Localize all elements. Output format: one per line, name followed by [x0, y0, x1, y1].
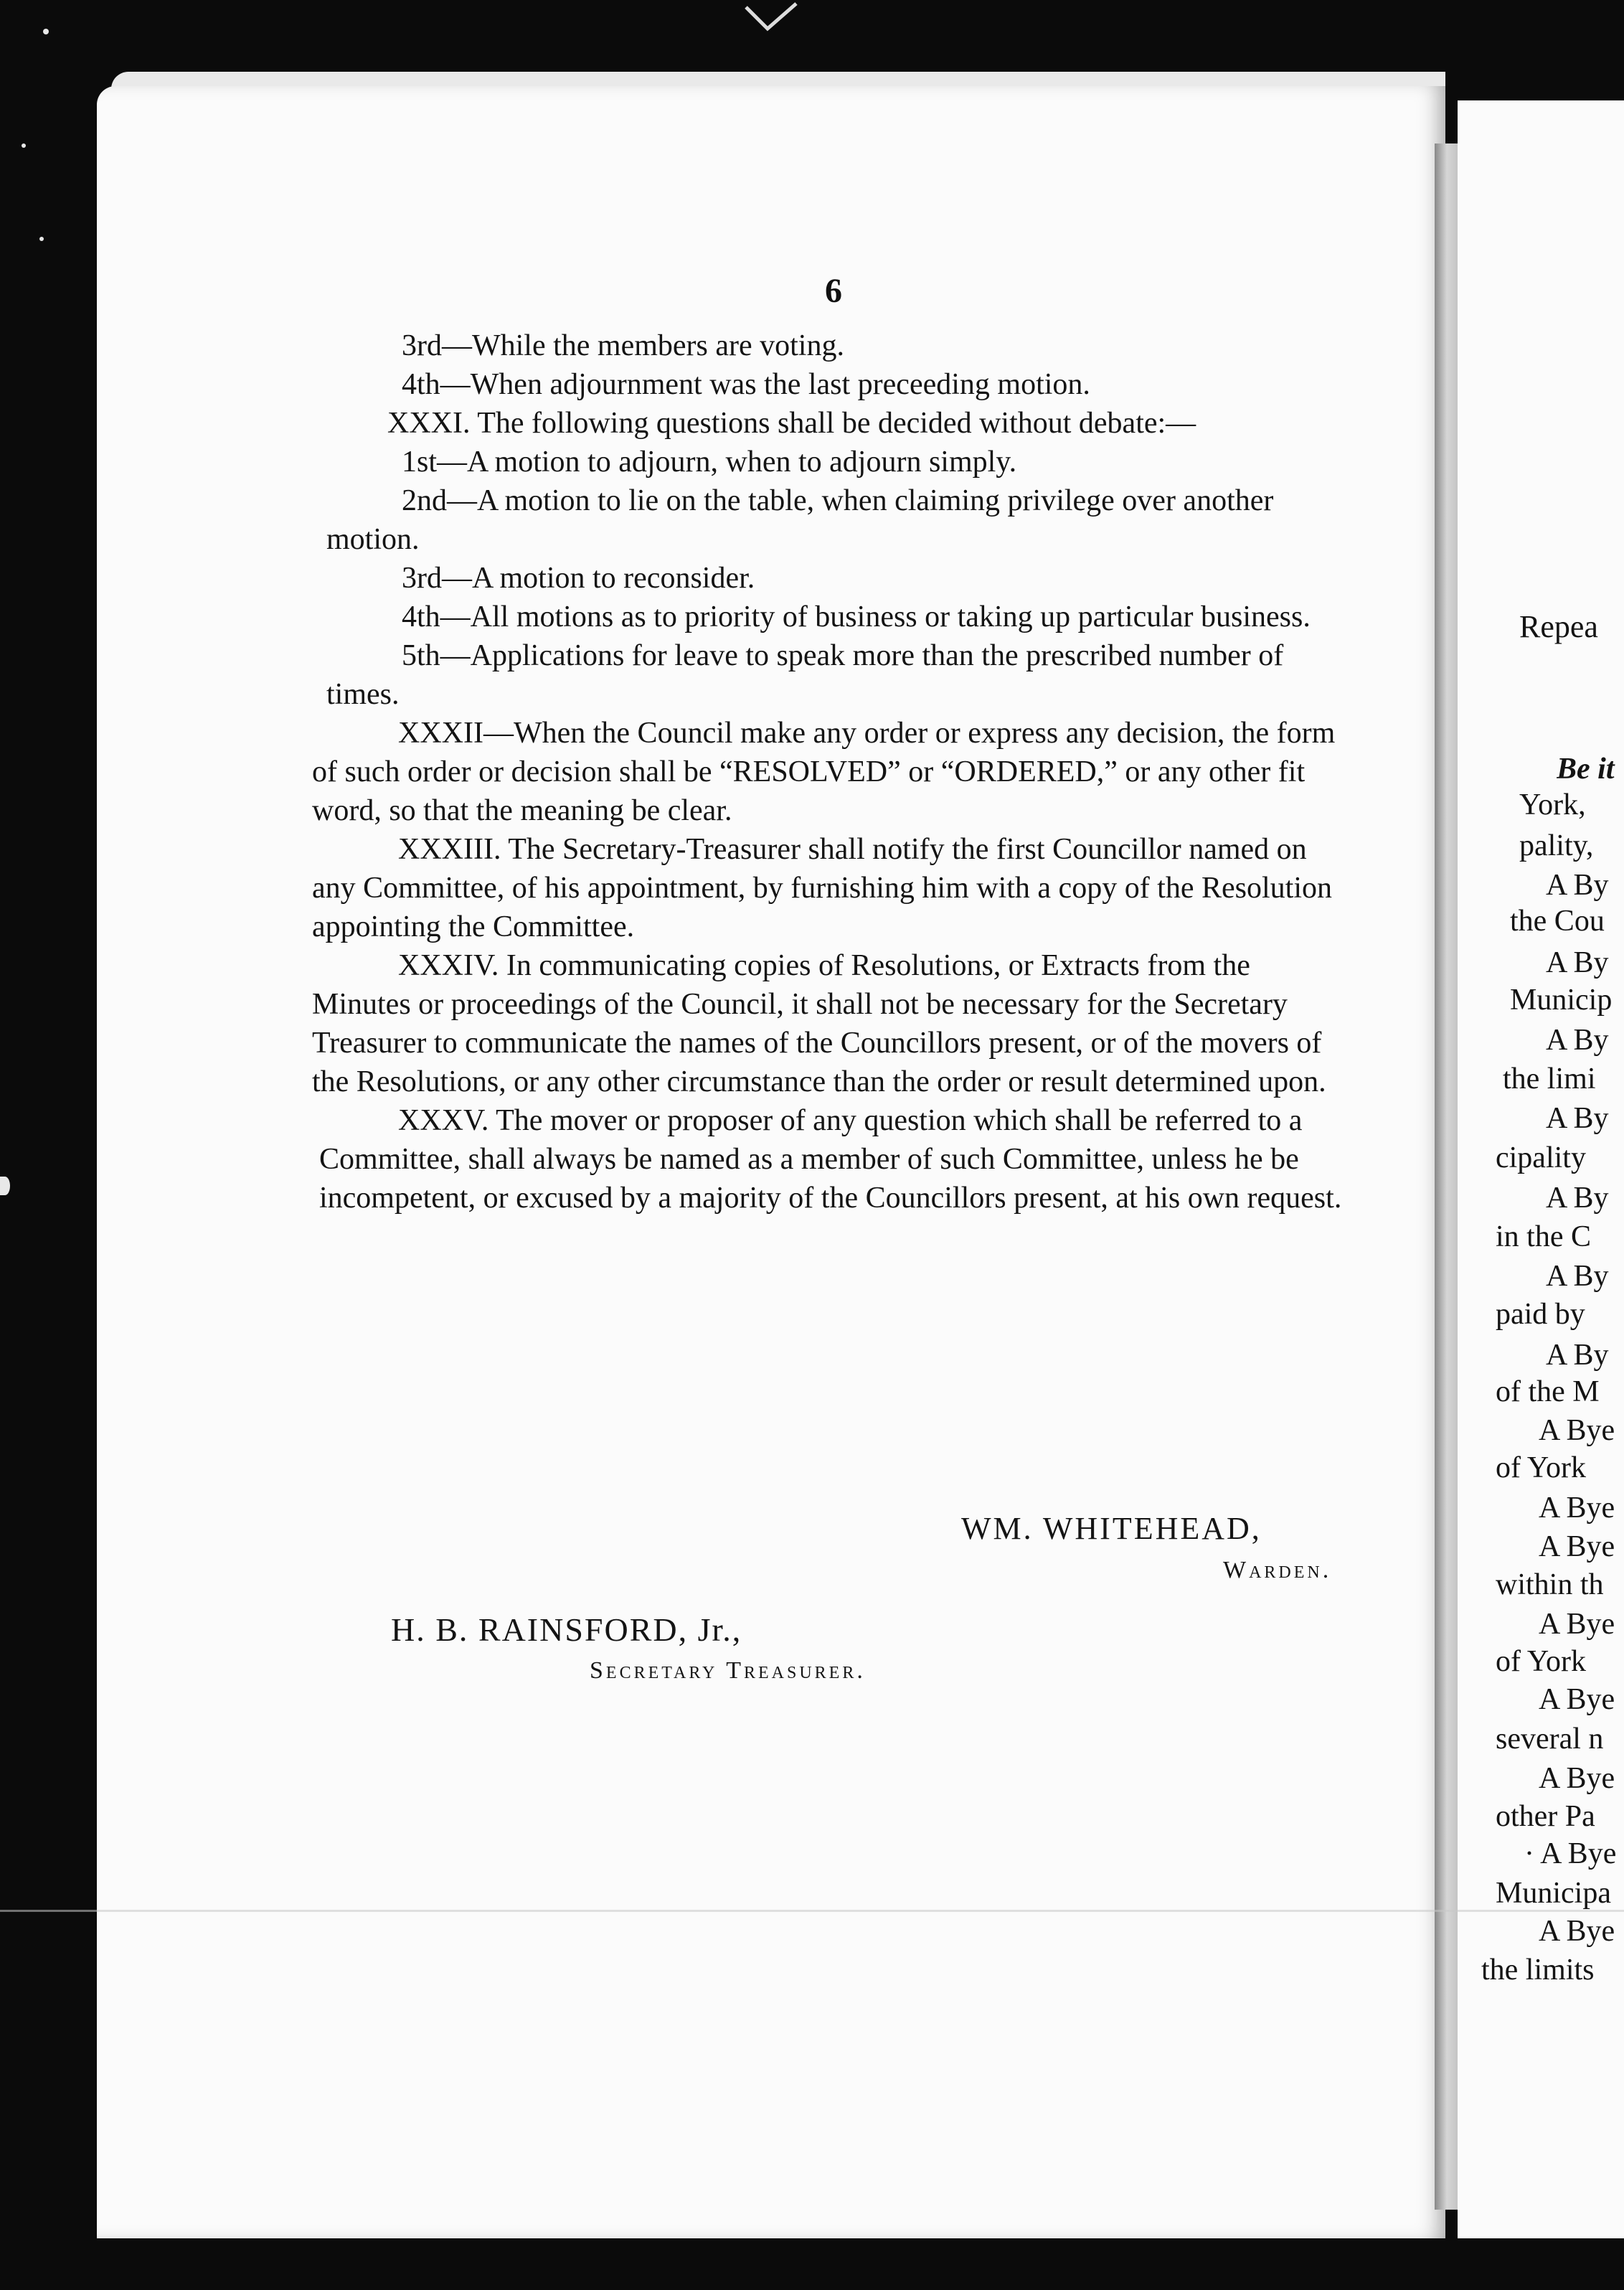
- scan-line: [0, 1910, 1624, 1912]
- right-page-line: within th: [1496, 1568, 1604, 1601]
- paragraph: XXXI. The following questions shall be decided without debate:—: [387, 407, 1196, 440]
- right-page-line: Be it: [1557, 753, 1615, 786]
- right-page-line: A Bye: [1539, 1530, 1615, 1563]
- right-page-line: A By: [1546, 1182, 1609, 1215]
- right-page-line: A By: [1546, 1024, 1609, 1057]
- right-page-line: the Cou: [1510, 905, 1605, 938]
- paragraph: 5th—Applications for leave to speak more than the prescribed number of times.: [326, 639, 1284, 711]
- paragraph: XXXIV. In communicating copies of Resolutions, or Extracts from the Minutes or proceedings of the Council, it shall not be necessary for the Secretary Treasurer to communicate the names of the Councillors present, or of the movers of the Resolutions, or any other circumstance than the order or result determined upon.: [312, 949, 1326, 1098]
- scan-speck: [0, 1177, 10, 1195]
- check-mark-icon: [739, 0, 803, 36]
- paragraph: 4th—When adjournment was the last preceeding motion.: [402, 368, 1090, 401]
- paragraph: XXXII—When the Council make any order or express any decision, the form of such order or decision shall be “RESOLVED” or “ORDERED,” or any other fit word, so that the meaning be clear.: [312, 717, 1336, 827]
- paragraph: XXXIII. The Secretary-Treasurer shall notify the first Councillor named on any Committee, of his appointment, by furnishing him with a copy of the Resolution appointing the Committee.: [312, 833, 1332, 943]
- right-page-line: A Bye: [1539, 1683, 1615, 1716]
- paragraph: 1st—A motion to adjourn, when to adjourn simply.: [402, 446, 1017, 479]
- paragraph: 2nd—A motion to lie on the table, when claiming privilege over another motion.: [326, 484, 1274, 556]
- right-page-line: A By: [1546, 1102, 1609, 1135]
- right-page-line: A By: [1546, 1339, 1609, 1372]
- right-page-title: Repea: [1519, 609, 1598, 644]
- right-page-line: A Bye: [1539, 1492, 1615, 1525]
- right-page-line: of the M: [1496, 1375, 1600, 1408]
- paragraph: 4th—All motions as to priority of business or taking up particular business.: [402, 600, 1311, 633]
- right-page-line: Municip: [1510, 984, 1613, 1017]
- right-page-line: of York: [1496, 1451, 1587, 1484]
- right-page-line: paid by: [1496, 1298, 1585, 1331]
- secretary-title: Secretary Treasurer.: [590, 1657, 866, 1684]
- right-page-line: pality,: [1519, 829, 1594, 862]
- right-page-line: several n: [1496, 1723, 1604, 1756]
- scan-speck: [39, 237, 44, 241]
- right-page-line: A By: [1546, 1260, 1609, 1293]
- right-page-line: the limi: [1503, 1062, 1596, 1095]
- right-page-line: in the C: [1496, 1220, 1591, 1253]
- right-page-line: A Bye: [1539, 1915, 1615, 1948]
- paragraph: 3rd—While the members are voting.: [402, 329, 844, 362]
- warden-signature: WM. WHITEHEAD,: [961, 1511, 1262, 1546]
- right-page-line: of York: [1496, 1645, 1587, 1678]
- body-text: [312, 326, 1352, 1217]
- right-page-line: A By: [1546, 946, 1609, 979]
- page-number: 6: [825, 272, 842, 310]
- right-page-line: A Bye: [1539, 1414, 1615, 1447]
- right-page-line: Municipa: [1496, 1877, 1611, 1910]
- warden-title: Warden.: [1223, 1557, 1332, 1583]
- right-page-line: other Pa: [1496, 1800, 1595, 1833]
- paragraph: 3rd—A motion to reconsider.: [402, 562, 755, 595]
- right-page-line: the limits: [1481, 1954, 1595, 1987]
- right-page-line: A Bye: [1539, 1608, 1615, 1641]
- right-page-line: A Bye: [1539, 1762, 1615, 1795]
- right-page-line: cipality: [1496, 1141, 1586, 1174]
- scan-speck: [22, 143, 26, 148]
- scan-speck: [43, 29, 49, 34]
- right-page-line: York,: [1519, 788, 1586, 821]
- paragraph: XXXV. The mover or proposer of any question which shall be referred to a Committee, shall always be named as a member of such Committee, unless he be incompetent, or excused by a majority of the Councillors present, at his own request.: [319, 1104, 1342, 1215]
- secretary-signature: H. B. RAINSFORD, Jr.,: [391, 1611, 742, 1648]
- right-page-line: · A Bye: [1524, 1837, 1617, 1870]
- right-page-line: A By: [1546, 869, 1609, 902]
